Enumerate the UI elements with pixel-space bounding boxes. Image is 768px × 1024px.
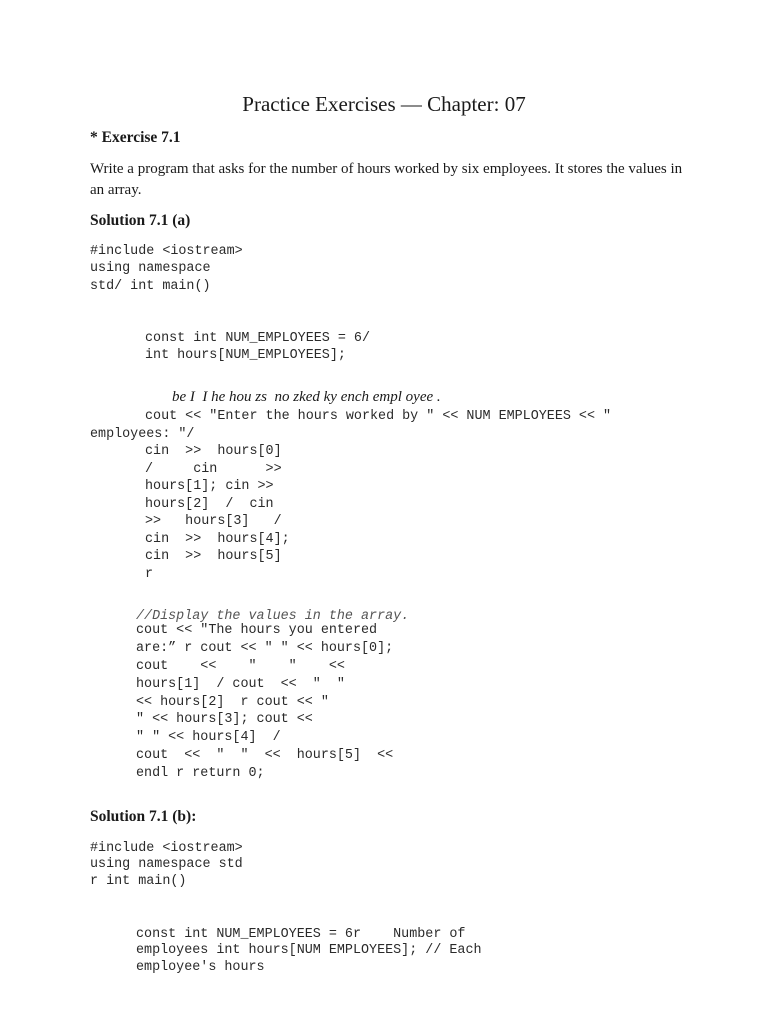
code-line: cout << " " << hours[5] <<	[136, 748, 394, 763]
code-line: int hours[NUM_EMPLOYEES];	[145, 348, 346, 363]
solution-a-heading: Solution 7.1 (a)	[90, 212, 191, 229]
code-line: employees: "/	[90, 427, 195, 442]
code-line: hours[1]; cin >>	[145, 479, 274, 494]
code-line: hours[1] / cout << " "	[136, 677, 345, 692]
code-line: cin >> hours[0]	[145, 444, 282, 459]
code-line: #include <iostream>	[90, 841, 243, 856]
code-line: using namespace std	[90, 857, 243, 872]
code-line: const int NUM_EMPLOYEES = 6r Number of	[136, 927, 466, 942]
code-line: const int NUM_EMPLOYEES = 6/	[145, 331, 370, 346]
code-line: using namespace	[90, 261, 211, 276]
code-line: " " << hours[4] /	[136, 730, 281, 745]
code-line: r int main()	[90, 874, 187, 889]
code-line: std/ int main()	[90, 279, 211, 294]
exercise-heading: * Exercise 7.1	[90, 129, 181, 146]
code-line: cin >> hours[5]	[145, 549, 282, 564]
solution-b-heading: Solution 7.1 (b):	[90, 808, 197, 825]
code-line: are:” r cout << " " << hours[0];	[136, 641, 394, 656]
code-line: cout << "The hours you entered	[136, 623, 378, 638]
code-line: cin >> hours[4];	[145, 532, 290, 547]
code-line: " << hours[3]; cout <<	[136, 712, 313, 727]
page-title: Practice Exercises — Chapter: 07	[242, 92, 526, 116]
code-line: #include <iostream>	[90, 244, 243, 259]
code-line: endl r return 0;	[136, 766, 265, 781]
code-line: cout << " " <<	[136, 659, 345, 674]
code-line: cout << "Enter the hours worked by " << NUM EMPLOYEES << "	[145, 409, 612, 424]
code-line: >> hours[3] /	[145, 514, 282, 529]
code-line: << hours[2] r cout << "	[136, 695, 329, 710]
code-line: / cin >>	[145, 462, 282, 477]
code-line: employee's hours	[136, 960, 265, 975]
code-line: r	[145, 567, 154, 582]
exercise-description: Write a program that asks for the number of hours worked by six employees. It stores the values in an array.	[90, 161, 683, 198]
code-comment: //Display the values in the array.	[136, 609, 410, 624]
code-line: employees int hours[NUM EMPLOYEES]; // Each	[136, 943, 482, 958]
code-line: hours[2] / cin	[145, 497, 274, 512]
code-comment: be I I he hou zs no zked ky ench empl oyee .	[172, 389, 441, 405]
